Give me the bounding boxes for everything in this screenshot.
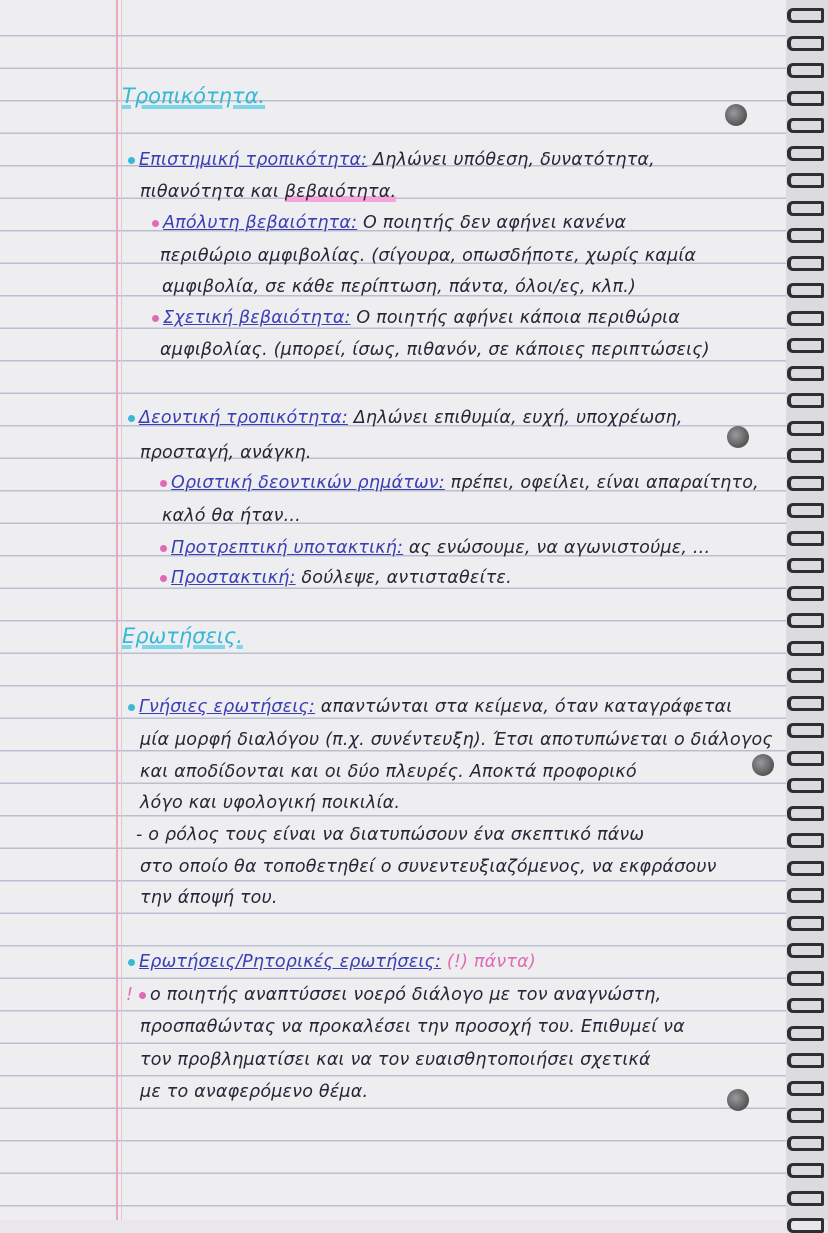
term-label: Γνήσιες ερωτήσεις: — [139, 697, 316, 717]
note-line — [140, 182, 396, 202]
spiral-coil — [787, 63, 824, 78]
note-line — [162, 277, 636, 297]
note-line — [140, 857, 717, 877]
highlighted-word: βεβαιότητα. — [284, 182, 397, 202]
spiral-coil — [787, 723, 824, 738]
spiral-coil — [787, 916, 824, 931]
bullet-dot-icon — [139, 992, 146, 999]
spiral-coil — [787, 283, 824, 298]
spiral-coil — [787, 366, 824, 381]
note-line — [162, 506, 301, 526]
note-line — [140, 1017, 685, 1037]
spiral-coil — [787, 1191, 824, 1206]
term-label: Επιστημική τροπικότητα: — [139, 150, 368, 170]
note-text: Ο ποιητής δεν αφήνει κανένα — [357, 213, 627, 233]
spiral-coil — [787, 531, 824, 546]
note-text: και αποδίδονται και οι δύο πλευρές. Αποκτά προφορικό — [140, 762, 637, 782]
margin-line — [121, 0, 122, 1220]
note-text: προσπαθώντας να προκαλέσει την προσοχή του. Επιθυμεί να — [140, 1017, 685, 1037]
spiral-binding — [786, 0, 828, 1220]
note-text: μία μορφή διαλόγου (π.χ. συνέντευξη). Έτσι αποτυπώνεται ο διάλογος — [140, 730, 773, 750]
bullet-dot-icon — [128, 959, 135, 966]
note-text: τον προβληματίσει και να τον ευαισθητοποιήσει σχετικά — [140, 1050, 651, 1070]
spiral-coil — [787, 476, 824, 491]
spiral-coil — [787, 751, 824, 766]
note-line — [160, 340, 710, 360]
note-text: ο ποιητής αναπτύσσει νοερό διάλογο με τον αναγνώστη, — [149, 985, 662, 1005]
note-line — [140, 793, 400, 813]
note-text: την άποψή του. — [140, 888, 278, 908]
note-text: Δηλώνει επιθυμία, ευχή, υποχρέωση, — [347, 408, 683, 428]
term-label: Προτρεπτική υποτακτική: — [171, 538, 404, 558]
spiral-coil — [787, 393, 824, 408]
note-text: Δηλώνει υπόθεση, δυνατότητα, — [367, 150, 655, 170]
note-line — [160, 246, 696, 266]
term-label: Ερωτήσεις/Ρητορικές ερωτήσεις: — [139, 952, 442, 972]
note-line — [160, 473, 759, 493]
spiral-coil — [787, 448, 824, 463]
spiral-coil — [787, 256, 824, 271]
note-text: προσταγή, ανάγκη. — [140, 443, 312, 463]
spiral-coil — [787, 806, 824, 821]
note-line — [140, 1050, 651, 1070]
section-heading: Ερωτήσεις. — [122, 624, 243, 648]
note-text: πιθανότητα και — [140, 182, 285, 202]
note-line — [140, 888, 278, 908]
note-line — [140, 730, 773, 750]
note-line — [160, 568, 512, 588]
spiral-coil — [787, 338, 824, 353]
spiral-coil — [787, 1136, 824, 1151]
term-label: Προστακτική: — [171, 568, 296, 588]
pink-annotation: (!) πάντα) — [441, 952, 536, 972]
spiral-coil — [787, 8, 824, 23]
spiral-coil — [787, 861, 824, 876]
note-line — [160, 538, 710, 558]
term-label: Δεοντική τροπικότητα: — [139, 408, 348, 428]
note-line — [152, 213, 626, 233]
spiral-coil — [787, 613, 824, 628]
spiral-coil — [787, 118, 824, 133]
spiral-coil — [787, 1108, 824, 1123]
note-text: δούλεψε, αντισταθείτε. — [295, 568, 512, 588]
spiral-coil — [787, 503, 824, 518]
spiral-coil — [787, 1053, 824, 1068]
spiral-coil — [787, 888, 824, 903]
punch-hole — [752, 754, 774, 776]
spiral-coil — [787, 146, 824, 161]
note-text: απαντώνται στα κείμενα, όταν καταγράφεται — [315, 697, 733, 717]
note-text: - ο ρόλος τους είναι να διατυπώσουν ένα σκεπτικό πάνω — [136, 825, 645, 845]
spiral-coil — [787, 1081, 824, 1096]
spiral-coil — [787, 421, 824, 436]
bullet-dot-icon — [128, 415, 135, 422]
note-text: Ο ποιητής αφήνει κάποια περιθώρια — [350, 308, 681, 328]
note-text: με το αναφερόμενο θέμα. — [140, 1082, 369, 1102]
term-label: Οριστική δεοντικών ρημάτων: — [171, 473, 445, 493]
note-text: λόγο και υφολογική ποικιλία. — [140, 793, 401, 813]
note-text: στο οποίο θα τοποθετηθεί ο συνεντευξιαζόμενος, να εκφράσουν — [140, 857, 717, 877]
spiral-coil — [787, 1163, 824, 1178]
bullet-dot-icon — [128, 704, 135, 711]
exclamation-note: ! — [126, 985, 139, 1005]
note-text: ας ενώσουμε, να αγωνιστούμε, ... — [403, 538, 711, 558]
note-line — [136, 825, 644, 845]
term-label: Απόλυτη βεβαιότητα: — [163, 213, 358, 233]
note-line — [128, 150, 655, 170]
bullet-dot-icon — [152, 220, 159, 227]
spiral-coil — [787, 201, 824, 216]
spiral-coil — [787, 998, 824, 1013]
spiral-coil — [787, 36, 824, 51]
spiral-coil — [787, 91, 824, 106]
spiral-coil — [787, 228, 824, 243]
spiral-coil — [787, 696, 824, 711]
note-line — [128, 408, 683, 428]
punch-hole — [725, 104, 747, 126]
term-label: Σχετική βεβαιότητα: — [163, 308, 351, 328]
margin-line — [116, 0, 118, 1220]
note-line — [128, 697, 732, 717]
note-line — [140, 443, 312, 463]
spiral-coil — [787, 1026, 824, 1041]
note-line — [126, 985, 661, 1005]
note-text: πρέπει, οφείλει, είναι απαραίτητο, — [444, 473, 759, 493]
note-text: περιθώριο αμφιβολίας. (σίγουρα, οπωσδήποτε, χωρίς καμία — [160, 246, 697, 266]
spiral-coil — [787, 1218, 824, 1233]
bullet-dot-icon — [160, 545, 167, 552]
spiral-coil — [787, 558, 824, 573]
spiral-coil — [787, 173, 824, 188]
spiral-coil — [787, 943, 824, 958]
spiral-coil — [787, 778, 824, 793]
note-text: αμφιβολίας. (μπορεί, ίσως, πιθανόν, σε κάποιες περιπτώσεις) — [160, 340, 710, 360]
spiral-coil — [787, 586, 824, 601]
punch-hole — [727, 426, 749, 448]
spiral-coil — [787, 833, 824, 848]
bullet-dot-icon — [152, 315, 159, 322]
bullet-dot-icon — [128, 157, 135, 164]
note-text: καλό θα ήταν... — [162, 506, 301, 526]
spiral-coil — [787, 311, 824, 326]
note-line — [140, 762, 637, 782]
spiral-coil — [787, 971, 824, 986]
bullet-dot-icon — [160, 480, 167, 487]
spiral-coil — [787, 668, 824, 683]
bullet-dot-icon — [160, 575, 167, 582]
note-line — [128, 952, 536, 972]
note-line — [152, 308, 680, 328]
spiral-coil — [787, 641, 824, 656]
note-line — [140, 1082, 368, 1102]
section-heading: Τροπικότητα. — [122, 84, 266, 108]
punch-hole — [727, 1089, 749, 1111]
note-text: αμφιβολία, σε κάθε περίπτωση, πάντα, όλοι/ες, κλπ.) — [162, 277, 636, 297]
